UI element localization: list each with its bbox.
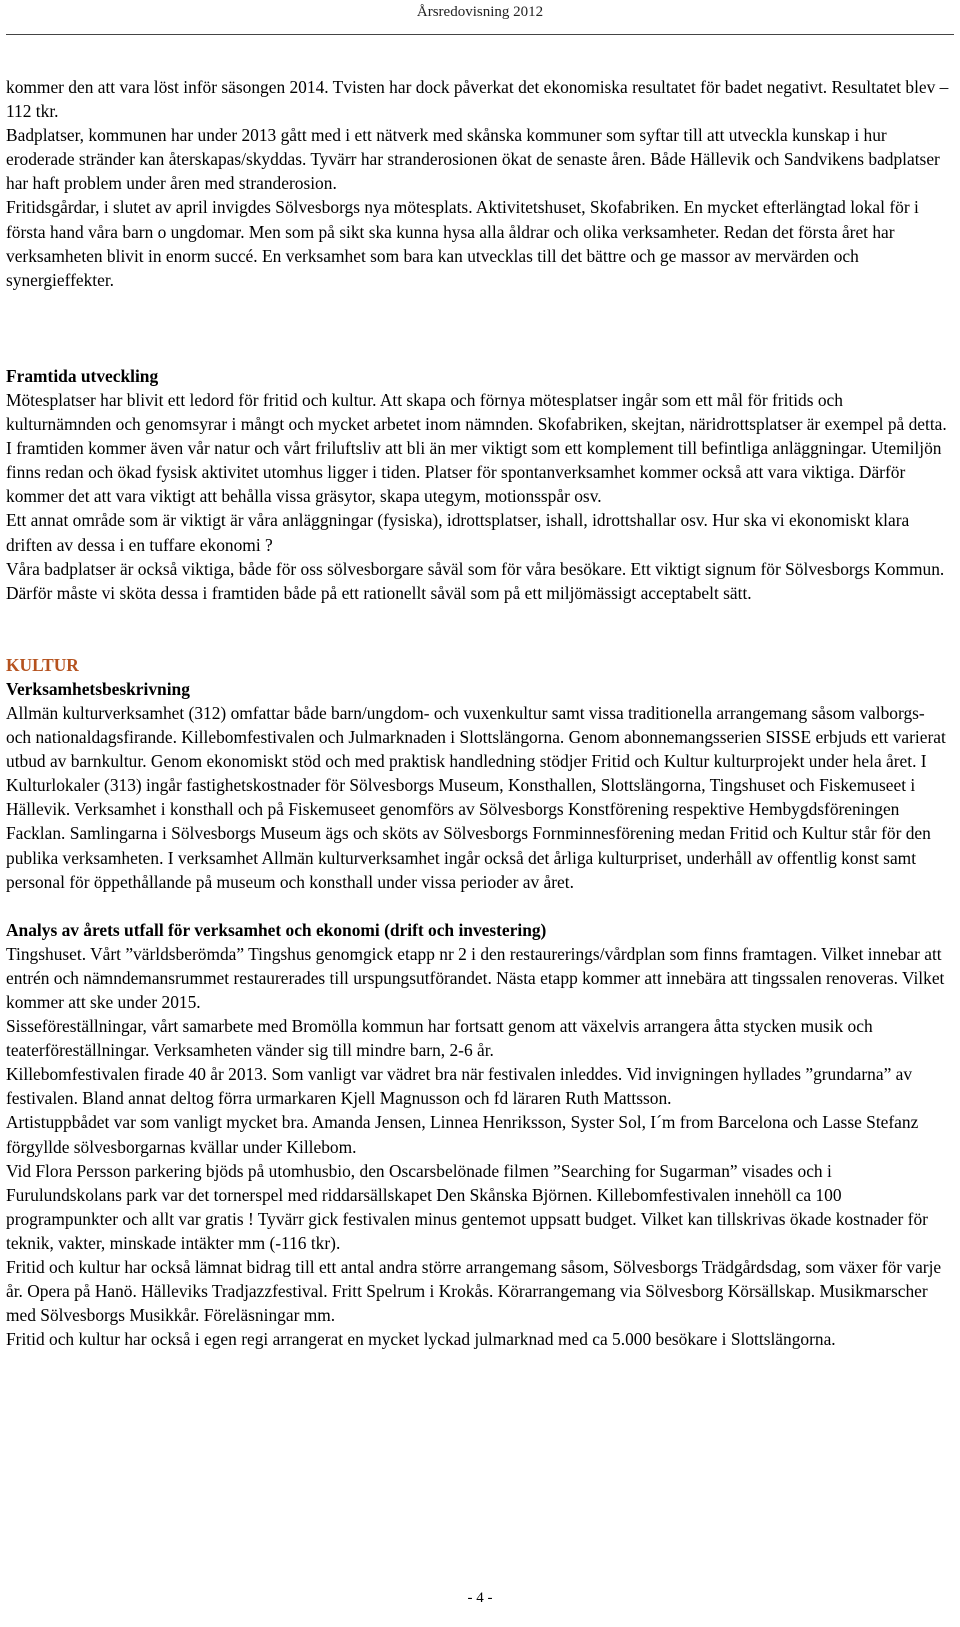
paragraph-bad-result: kommer den att vara löst inför säsongen 2014. Tvisten har dock påverkat det ekonomiska resultatet för badet negativt. Resultatet blev – 112 tkr. <box>6 77 949 122</box>
subheading-analys: Analys av årets utfall för verksamhet och ekonomi (drift och investering) <box>6 919 547 940</box>
paragraph-badplatser-viktiga: Våra badplatser är också viktiga, både för oss sölvesborgare såväl som för våra besökare. Ett viktigt signum för Sölvesborgs Kommun. Därför måste vi sköta dessa i framtiden både på ett rationellt såväl som på ett miljömässigt acceptabelt sätt. <box>6 558 945 603</box>
paragraph-utomhusbio: Vid Flora Persson parkering bjöds på utomhusbio, den Oscarsbelönade filmen ”Searching for Sugarman” visades och i Furulundskolans park var det tornerspel med riddarsällskapet Den Skånska Björnen. Killebomfestivalen innehöll ca 100 programpunkter och allt var gratis ! Tyvärr gick festivalen minus gentemot uppsatt budget. Vilket kan tillskrivas ökade kostnader för teknik, vakter, minskade intäkter mm (-116 tkr). <box>6 1160 928 1253</box>
paragraph-badplatser: Badplatser, kommunen har under 2013 gått med i ett nätverk med skånska kommuner som syftar till att utveckla kunskap i hur eroderade stränder kan återskapas/skyddas. Tyvärr har stranderosionen ökat de senaste åren. Både Hällevik och Sandvikens badplatser har haft problem under åren med stranderosion. <box>6 125 940 194</box>
spacer <box>6 605 952 653</box>
header-rule <box>6 34 954 35</box>
section-title-kultur: KULTUR <box>6 654 79 675</box>
paragraph-sisse: Sisseföreställningar, vårt samarbete med Bromölla kommun har fortsatt genom att växelvis arrangera åtta stycken musik och teaterföreställningar. Verksamheten vänder sig till mindre barn, 2-6 år. <box>6 1016 873 1061</box>
section-heading-framtida-utveckling: Framtida utveckling <box>6 365 159 386</box>
page-number: - 4 - <box>467 1590 493 1606</box>
paragraph-allman-kulturverksamhet: Allmän kulturverksamhet (312) omfattar både barn/ungdom- och vuxenkultur samt vissa traditionella arrangemang såsom valborgs- och nationaldagsfirande. Killebomfestivalen och Julmarknaden i Slottslängorna. Genom abonnemangsserien SISSE erbjuds ett varierat utbud av barnkultur. Genom ekonomiskt stöd och med praktisk handledning stödjer Fritid och Kultur kulturprojekt under hela året. I Kulturlokaler (313) ingår fastighetskostnader för Sölvesborgs Museum, Konsthallen, Slottslängorna, Tingshuset och Fiskemuseet i Hällevik. Verksamhet i konsthall och på Fiskemuseet genomförs av Sölvesborgs Konstförening respektive Hembygdsföreningen Facklan. Samlingarna i Sölvesborgs Museum ägs och sköts av Sölvesborgs Fornminnesförening medan Fritid och Kultur står för den publika verksamheten. I verksamhet Allmän kulturverksamhet ingår också det årliga kulturpriset, underhåll av offentlig konst samt personal för öppethållande på museum och konsthall under vissa perioder av året. <box>6 702 946 892</box>
subheading-verksamhetsbeskrivning: Verksamhetsbeskrivning <box>6 678 190 699</box>
paragraph-motesplatser: Mötesplatser har blivit ett ledord för fritid och kultur. Att skapa och förnya mötesplatser ingår som ett mål för fritids och kulturnämnden och genomsyrar i mångt och mycket arbetet inom nämnden. Skofabriken, skejtan, näridrottsplatser är exempel på detta. I framtiden kommer även vår natur och vårt friluftsliv att bli än mer viktigt som ett komplement till befintliga anläggningar. Utemiljön finns redan och ökad fysisk aktivitet utomhus ligger i tiden. Platser för spontanverksamhet kommer också att vara viktiga. Därför kommer det att vara viktigt att behålla vissa gräsytor, skapa utegym, motionsspår osv. <box>6 389 947 507</box>
spacer <box>6 894 952 918</box>
spacer <box>6 292 952 364</box>
paragraph-julmarknad: Fritid och kultur har också i egen regi arrangerat en mycket lyckad julmarknad med ca 5.000 besökare i Slottslängorna. <box>6 1329 836 1350</box>
paragraph-bidrag-arrangemang: Fritid och kultur har också lämnat bidrag till ett antal andra större arrangemang såsom, Sölvesborgs Trädgårdsdag, som växer för varje år. Opera på Hanö. Hälleviks Tradjazzfestival. Fritt Spelrum i Krokås. Körarrangemang via Sölvesborg Körsällskap. Musikmarscher med Sölvesborgs Musikkår. Föreläsningar mm. <box>6 1257 942 1326</box>
page-header-title: Årsredovisning 2012 <box>416 4 544 20</box>
document-body <box>6 75 952 1351</box>
paragraph-anlaggningar: Ett annat område som är viktigt är våra anläggningar (fysiska), idrottsplatser, ishall, idrottshallar osv. Hur ska vi ekonomiskt klara driften av dessa i en tuffare ekonomi ? <box>6 510 910 555</box>
paragraph-fritidsgardar: Fritidsgårdar, i slutet av april invigdes Sölvesborgs nya mötesplats. Aktivitetshuset, Skofabriken. En mycket efterlängtad lokal för i första hand våra barn o ungdomar. Men som på sikt ska kunna hysa alla åldrar och olika verksamheter. Redan det första året har verksamheten blivit in enorm succé. En verksamhet som bara kan utvecklas till det bättre och ge massor av mervärden och synergieffekter. <box>6 197 919 290</box>
paragraph-tingshuset: Tingshuset. Vårt ”världsberömda” Tingshus genomgick etapp nr 2 i den restaurerings/vårdplan som finns framtagen. Vilket innebar att entrén och nämndemansrummet restaurerades till urspungsutförandet. Nästa etapp kommer att innebära att tingssalen renoveras. Vilket kommer att ske under 2015. <box>6 943 945 1012</box>
paragraph-killebomfestivalen: Killebomfestivalen firade 40 år 2013. Som vanligt var vädret bra när festivalen inleddes. Vid invigningen hyllades ”grundarna” av festivalen. Bland annat deltog förra urmarkaren Kjell Magnusson och fd läraren Ruth Mattsson. <box>6 1064 913 1109</box>
paragraph-artistuppbadet: Artistuppbådet var som vanligt mycket bra. Amanda Jensen, Linnea Henriksson, Syster Sol, I´m from Barcelona och Lasse Stefanz förgyllde sölvesborgarnas kvällar under Killebom. <box>6 1112 919 1157</box>
